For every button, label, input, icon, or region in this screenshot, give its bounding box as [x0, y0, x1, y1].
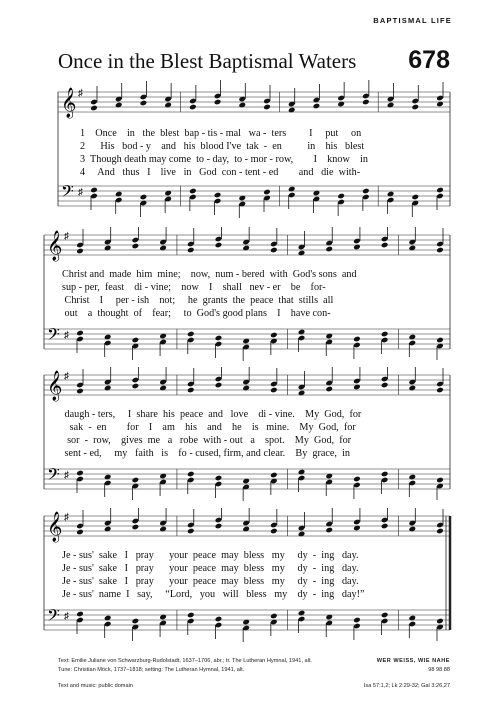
credits-tune: Tune: Christian Möck, 1737–1818; setting: The Lutheran Hymnal, 1941, alt. — [58, 667, 245, 673]
chord-notes — [242, 508, 250, 642]
music-system-4 — [0, 508, 480, 648]
chord-notes — [409, 367, 417, 497]
chord-notes — [381, 367, 389, 494]
staff-lines — [58, 92, 450, 112]
lyric-line: sor - row, gives me a robe with - out a spot. My God, for — [62, 435, 352, 446]
sharp-icon: ♯ — [64, 330, 69, 341]
chord-notes — [387, 83, 395, 214]
lyric-line: Christ and made him mine; now, num - bered with God's sons and — [62, 269, 357, 280]
chord-notes — [409, 508, 417, 638]
chord-notes — [411, 85, 419, 217]
chord-notes — [381, 227, 389, 354]
lyric-line: Je - sus' name I say, “Lord, you will bless my dy - ing day!” — [62, 589, 365, 600]
music-system-2 — [0, 227, 480, 367]
chord-notes — [242, 367, 250, 501]
chord-notes — [132, 508, 140, 641]
chord-notes — [381, 508, 389, 635]
lyric-line: Je - sus' sake I pray your peace may bless my dy - ing day. — [62, 550, 359, 561]
sharp-icon: ♯ — [64, 371, 69, 382]
bass-clef-icon: 𝄢 — [47, 605, 60, 629]
lyric-line: Christ I per - ish not; he grants the peace that stills all — [62, 295, 334, 306]
chord-notes — [353, 367, 361, 499]
staff-lines — [44, 516, 450, 536]
chord-notes — [436, 228, 444, 360]
sharp-icon: ♯ — [64, 231, 69, 242]
chord-notes — [132, 367, 140, 500]
sharp-icon: ♯ — [64, 611, 69, 622]
lyric-line: sent - ed, my faith is fo - cused, firm, and clear. By grace, in — [62, 448, 351, 459]
chord-notes — [436, 509, 444, 641]
staff-lines — [44, 375, 450, 395]
lyric-line: sak - en for I am his and he is mine. My God, for — [62, 422, 356, 433]
chord-notes — [132, 227, 140, 360]
treble-clef-icon: 𝄞 — [47, 512, 63, 542]
chord-notes — [436, 368, 444, 500]
treble-clef-icon: 𝄞 — [47, 371, 63, 401]
lyric-line: Je - sus' sake I pray your peace may bless my dy - ing day. — [62, 563, 359, 574]
lyric-line: 2 His bod - y and his blood I've tak - en in his blest — [80, 141, 365, 152]
treble-clef-icon: 𝄞 — [47, 231, 63, 261]
music-system-3 — [0, 367, 480, 507]
lyric-line: daugh - ters, I share his peace and love di - vine. My God, for — [62, 409, 362, 420]
sharp-icon: ♯ — [78, 187, 83, 198]
treble-clef-icon: 𝄞 — [61, 88, 77, 118]
tune-name: WER WEISS, WIE NAHE — [376, 658, 450, 664]
lyric-line: sup - per, feast di - vine; now I shall nev - er be for- — [62, 282, 326, 293]
lyric-line: 4 And thus I live in God con - tent - ed and die with- — [80, 167, 361, 178]
bass-clef-icon: 𝄢 — [47, 324, 60, 348]
chord-notes — [325, 227, 333, 356]
meter: 98 98 88 — [428, 667, 450, 673]
bass-clef-icon: 𝄢 — [47, 464, 60, 488]
credits-text: Text: Emilie Juliane von Schwarzburg-Rudolstadt, 1637–1706, abr.; tr. The Lutheran Hymnal, 1941, alt. — [58, 658, 312, 664]
bass-clef-icon: 𝄢 — [61, 181, 74, 205]
hymn-title: Once in the Blest Baptismal Waters — [58, 49, 357, 73]
lyric-line: 3 Though death may come to - day, to - mor - row, I know in — [80, 154, 368, 165]
chord-notes — [353, 508, 361, 640]
section-label: BAPTISMAL LIFE — [373, 16, 452, 25]
chord-notes — [242, 227, 250, 361]
sharp-icon: ♯ — [64, 470, 69, 481]
sharp-icon: ♯ — [64, 512, 69, 523]
scripture-references: Isa 57:1,2; Lk 2:29-32; Gal 3:26,27 — [363, 683, 450, 689]
credits-rights: Text and music: public domain — [58, 683, 133, 689]
lyric-line: Je - sus' sake I pray your peace may bless my dy - ing day. — [62, 576, 359, 587]
lyric-line: out a thought of fear; to God's good plans I have con- — [62, 308, 331, 319]
lyric-line: 1 Once in the blest bap - tis - mal wa - ters I put on — [80, 128, 362, 139]
hymn-number: 678 — [408, 46, 450, 74]
music-system-1 — [0, 80, 480, 220]
chord-notes — [409, 227, 417, 357]
chord-notes — [353, 227, 361, 359]
sharp-icon: ♯ — [78, 88, 83, 99]
staff-lines — [44, 235, 450, 255]
